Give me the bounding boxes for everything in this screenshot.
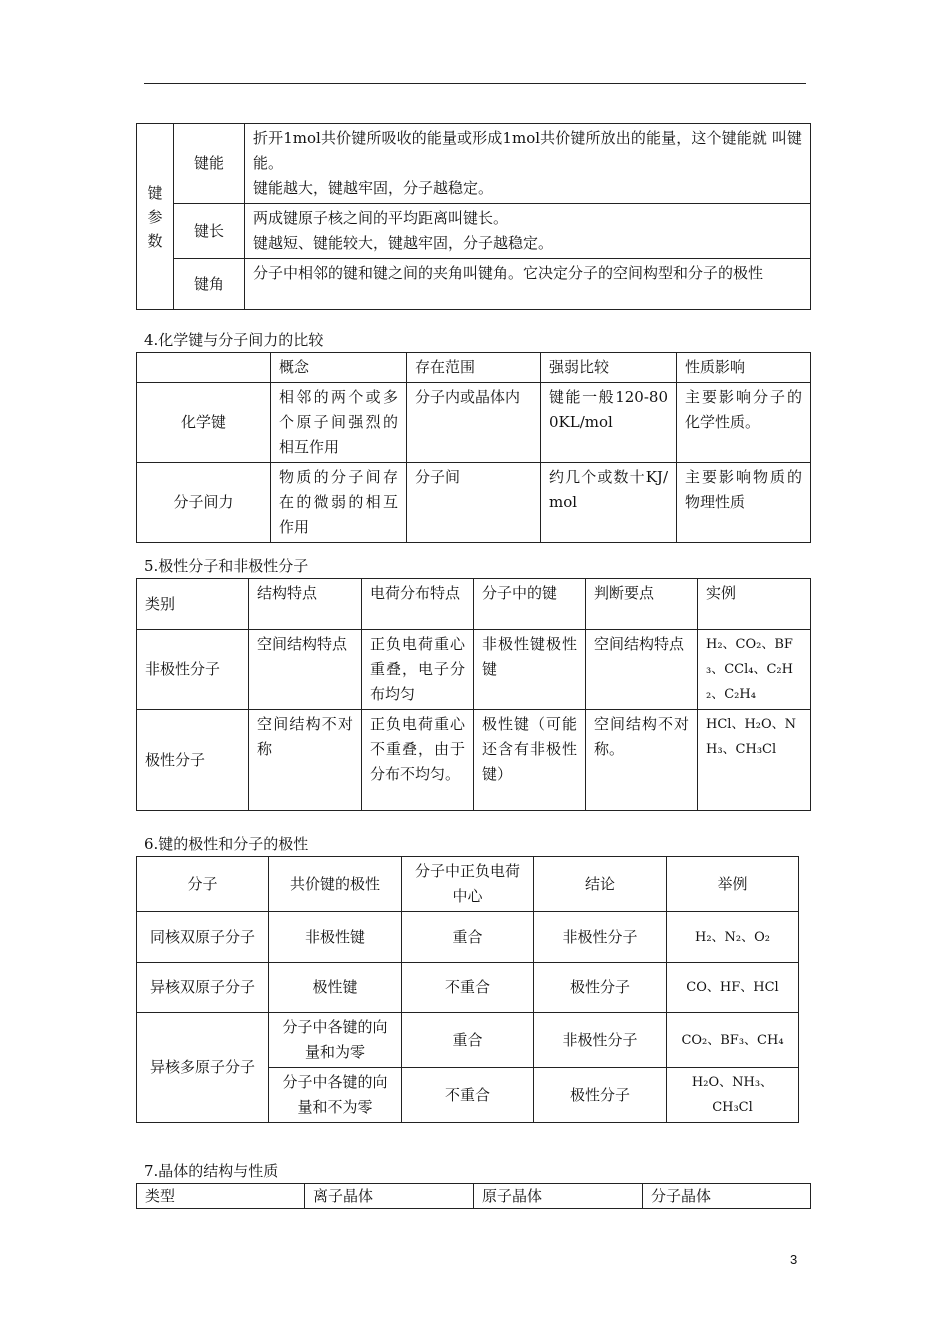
s4-row2-effect: 主要影响物质的物理性质 — [677, 463, 811, 543]
s5-row2-structure: 空间结构不对称 — [249, 710, 362, 811]
s6-header-conclusion: 结论 — [534, 857, 667, 912]
s5-row1-bond: 非极性键极性键 — [474, 630, 586, 710]
s4-header-effect: 性质影响 — [677, 353, 811, 383]
s4-row2-strength: 约几个或数十KJ/mol — [541, 463, 677, 543]
s5-row1-category: 非极性分子 — [137, 630, 249, 710]
s6-row1-center: 重合 — [402, 912, 534, 963]
s5-header-category: 类别 — [137, 579, 249, 630]
s7-header-ionic: 离子晶体 — [305, 1184, 474, 1209]
section5-title: 5.极性分子和非极性分子 — [144, 557, 309, 575]
s7-header-molecular: 分子晶体 — [643, 1184, 811, 1209]
s6-header-charge-center: 分子中正负电荷中心 — [402, 857, 534, 912]
bond-angle-label: 键角 — [174, 259, 245, 310]
s4-header-strength: 强弱比较 — [541, 353, 677, 383]
bond-params-group-label: 键 参 数 — [137, 124, 174, 310]
s5-header-charge: 电荷分布特点 — [362, 579, 474, 630]
bond-energy-desc: 折开1mol共价键所吸收的能量或形成1mol共价键所放出的能量，这个键能就 叫键能。 键能越大，键越牢固，分子越稳定。 — [245, 124, 811, 204]
s5-row2-category: 极性分子 — [137, 710, 249, 811]
section4-table — [136, 352, 811, 543]
s6-row4-conclusion: 极性分子 — [534, 1068, 667, 1123]
s4-row1-range: 分子内或晶体内 — [407, 383, 541, 463]
s6-row2-conclusion: 极性分子 — [534, 963, 667, 1013]
s4-row1-strength: 键能一般120-800KL/mol — [541, 383, 677, 463]
section6-title: 6.键的极性和分子的极性 — [144, 835, 309, 853]
s5-row2-criteria: 空间结构不对称。 — [586, 710, 698, 811]
s4-header-concept: 概念 — [271, 353, 407, 383]
s5-row2-charge: 正负电荷重心不重叠，由于分布不均匀。 — [362, 710, 474, 811]
s6-header-molecule: 分子 — [137, 857, 269, 912]
s6-row4-example: H₂O、NH₃、CH₃Cl — [667, 1068, 799, 1123]
s7-header-atomic: 原子晶体 — [474, 1184, 643, 1209]
bond-length-label: 键长 — [174, 204, 245, 259]
page-number: 3 — [790, 1252, 798, 1267]
s5-row1-examples: H₂、CO₂、BF₃、CCl₄、C₂H₂、C₂H₄ — [698, 630, 811, 710]
s5-header-criteria: 判断要点 — [586, 579, 698, 630]
s6-header-example: 举例 — [667, 857, 799, 912]
section7-table — [136, 1183, 811, 1209]
s6-row2-example: CO、HF、HCl — [667, 963, 799, 1013]
s6-row1-molecule: 同核双原子分子 — [137, 912, 269, 963]
bond-params-table — [136, 123, 811, 310]
s7-header-type: 类型 — [137, 1184, 305, 1209]
s5-row2-examples: HCl、H₂O、NH₃、CH₃Cl — [698, 710, 811, 811]
bond-length-desc: 两成键原子核之间的平均距离叫键长。 键越短、键能较大，键越牢固，分子越稳定。 — [245, 204, 811, 259]
s4-row1-concept: 相邻的两个或多个原子间强烈的相互作用 — [271, 383, 407, 463]
s5-header-structure: 结构特点 — [249, 579, 362, 630]
s4-row2-name: 分子间力 — [137, 463, 271, 543]
s6-row3-center: 重合 — [402, 1013, 534, 1068]
section7-title: 7.晶体的结构与性质 — [144, 1162, 279, 1180]
s6-row2-center: 不重合 — [402, 963, 534, 1013]
s4-row2-range: 分子间 — [407, 463, 541, 543]
section5-table — [136, 578, 811, 811]
s4-row1-effect: 主要影响分子的化学性质。 — [677, 383, 811, 463]
s5-row1-criteria: 空间结构特点 — [586, 630, 698, 710]
bond-angle-desc: 分子中相邻的键和键之间的夹角叫键角。它决定分子的空间构型和分子的极性 — [245, 259, 811, 310]
s6-row2-bond: 极性键 — [269, 963, 402, 1013]
s6-row4-bond: 分子中各键的向量和不为零 — [269, 1068, 402, 1123]
s6-row2-molecule: 异核双原子分子 — [137, 963, 269, 1013]
s4-header-empty — [137, 353, 271, 383]
s6-row1-bond: 非极性键 — [269, 912, 402, 963]
header-rule — [144, 83, 806, 84]
s6-row1-conclusion: 非极性分子 — [534, 912, 667, 963]
s4-header-range: 存在范围 — [407, 353, 541, 383]
s5-header-bond: 分子中的键 — [474, 579, 586, 630]
s6-row3-conclusion: 非极性分子 — [534, 1013, 667, 1068]
s5-row1-charge: 正负电荷重心重叠，电子分布均匀 — [362, 630, 474, 710]
s6-row4-center: 不重合 — [402, 1068, 534, 1123]
bond-energy-label: 键能 — [174, 124, 245, 204]
s6-row3-bond: 分子中各键的向量和为零 — [269, 1013, 402, 1068]
s6-row3-molecule: 异核多原子分子 — [137, 1013, 269, 1123]
s5-header-examples: 实例 — [698, 579, 811, 630]
section6-table — [136, 856, 799, 1123]
s6-row1-example: H₂、N₂、O₂ — [667, 912, 799, 963]
s5-row2-bond: 极性键（可能还含有非极性键） — [474, 710, 586, 811]
s4-row1-name: 化学键 — [137, 383, 271, 463]
s5-row1-structure: 空间结构特点 — [249, 630, 362, 710]
s6-header-bond-polarity: 共价键的极性 — [269, 857, 402, 912]
s6-row3-example: CO₂、BF₃、CH₄ — [667, 1013, 799, 1068]
section4-title: 4.化学键与分子间力的比较 — [144, 331, 324, 349]
s4-row2-concept: 物质的分子间存在的微弱的相互作用 — [271, 463, 407, 543]
